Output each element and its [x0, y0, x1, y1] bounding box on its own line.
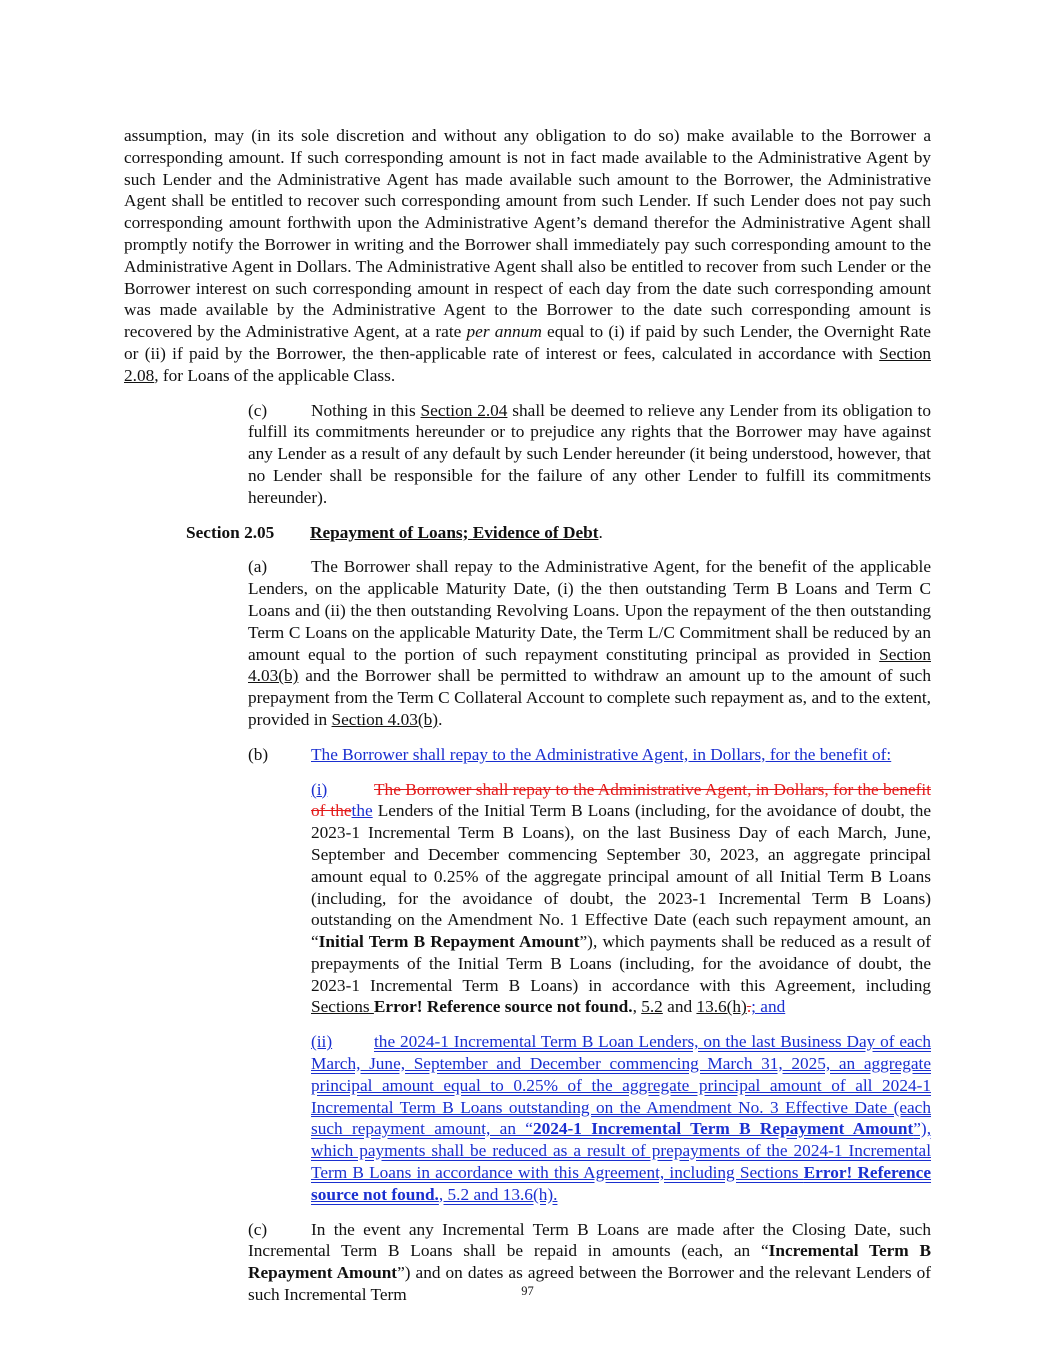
paragraph-c: (c) Nothing in this Section 2.04 shall be deemed to relieve any Lender from its obligation to fulfill its commitments hereunder or to prejudice any rights that the Borrower may have against any Lender as a result of any default by such Lender hereunder (it being understood, however, that no Lender shall be responsible for the failure of any other Lender to fulfill its commitments hereunder).: [248, 400, 931, 507]
paragraph-b-i: (i) The Borrower shall repay to the Administrative Agent, in Dollars, for the benefit of thethe Lenders of the Initial Term B Loans (including, for the avoidance of doubt, the 2023-1 Incremental Term B Loans), on the last Business Day of each March, June, September and December commencing September 30, 2023, an aggregate principal amount equal to 0.25% of the aggregate principal amount of all Initial Term B Loans (including, for the avoidance of doubt, the 2023-1 Incremental Term B Loans) outstanding on the Amendment No. 1 Effective Date (each such repayment amount, an “Initial Term B Repayment Amount”), which payments shall be reduced as a result of prepayments of the Initial Term B Loans (including, for the avoidance of doubt, the 2023-1 Incremental Term B Loans) in accordance with this Agreement, including Sections Error! Reference source not found., 5.2 and 13.6(h).; and: [311, 779, 932, 1017]
deleted-text: .: [746, 997, 752, 1017]
paragraph-b-ii: (ii) the 2024-1 Incremental Term B Loan Lenders, on the last Business Day of each March, June, September and December commencing March 31, 2025, an aggregate principal amount equal to 0.25% of the aggregate principal amount of all 2024-1 Incremental Term B Loans outstanding on the Amendment No. 3 Effective Date (each such repayment amount, an “2024-1 Incremental Term B Repayment Amount”), which payments shall be reduced as a result of prepayments of the 2024-1 Incremental Term B Loans in accordance with this Agreement, including Sections Error! Reference source not found., 5.2 and 13.6(h).: [311, 1032, 932, 1204]
section-heading: Section 2.05 Repayment of Loans; Evidence of Debt.: [186, 522, 603, 542]
deleted-text: The Borrower shall repay to the Administrative Agent, in Dollars, for the benefit of the: [311, 779, 931, 821]
section-4-03b-link[interactable]: Section 4.03(b): [248, 644, 931, 686]
section-2-04-link[interactable]: Section 2.04: [420, 400, 508, 420]
paragraph-continuation: assumption, may (in its sole discretion and without any obligation to do so) make available to the Borrower a corresponding amount. If such corresponding amount is not in fact made available to the Administrative Agent by such Lender and the Administrative Agent has made available such amount to the Borrower, the Administrative Agent shall be entitled to recover such corresponding amount from such Lender. If such Lender does not pay such corresponding amount forthwith upon the Administrative Agent’s demand therefor the Administrative Agent shall promptly notify the Borrower in writing and the Borrower shall immediately pay such corresponding amount to the Administrative Agent in Dollars. The Administrative Agent shall also be entitled to recover from such Lender or the Borrower interest on such corresponding amount in respect of each day from the date such corresponding amount was made available by the Administrative Agent to the Borrower to the date such corresponding amount is recovered by the Administrative Agent, at a rate per annum equal to (i) if paid by such Lender, the Overnight Rate or (ii) if paid by the Borrower, the then-applicable rate of interest or fees, calculated in accordance with Section 2.08, for Loans of the applicable Class.: [124, 126, 931, 385]
inserted-text: the: [351, 801, 373, 821]
paragraph-b: (b) The Borrower shall repay to the Administrative Agent, in Dollars, for the benefit of:: [248, 744, 892, 764]
paragraph-a: (a) The Borrower shall repay to the Administrative Agent, for the benefit of the applicable Lenders, on the applicable Maturity Date, (i) the then outstanding Term B Loans and Term C Loans and (ii) the then outstanding Revolving Loans. Upon the repayment of the then outstanding Term C Loans on the applicable Maturity Date, the Term L/C Commitment shall be reduced by an amount equal to the portion of such repayment constituting principal as provided in Section 4.03(b) and the Borrower shall be permitted to withdraw an amount up to the amount of such prepayment from the Term C Collateral Account to complete such repayment as, and to the extent, provided in Section 4.03(b).: [248, 557, 931, 729]
section-5-2-link[interactable]: 5.2: [641, 997, 663, 1017]
paragraph-c-2: (c) In the event any Incremental Term B Loans are made after the Closing Date, such Incremental Term B Loans shall be repaid in amounts (each, an “Incremental Term B Repayment Amount”) and on dates as agreed between the Borrower and the relevant Lenders of such Incremental Term: [248, 1219, 931, 1305]
section-2-08-link[interactable]: Section 2.08: [124, 343, 931, 385]
inserted-text: The Borrower shall repay to the Administrative Agent, in Dollars, for the benefit of:: [311, 744, 892, 764]
inserted-text: ; and: [751, 997, 786, 1017]
document-page: [124, 125, 931, 1306]
section-4-03b-link-2[interactable]: Section 4.03(b): [331, 709, 439, 729]
reference-error: Error! Reference source not found.: [373, 997, 633, 1017]
section-13-6h-link[interactable]: 13.6(h): [696, 997, 747, 1017]
page-number: 97: [521, 1284, 534, 1298]
reference-error: Error! Reference source not found.: [311, 1163, 932, 1204]
